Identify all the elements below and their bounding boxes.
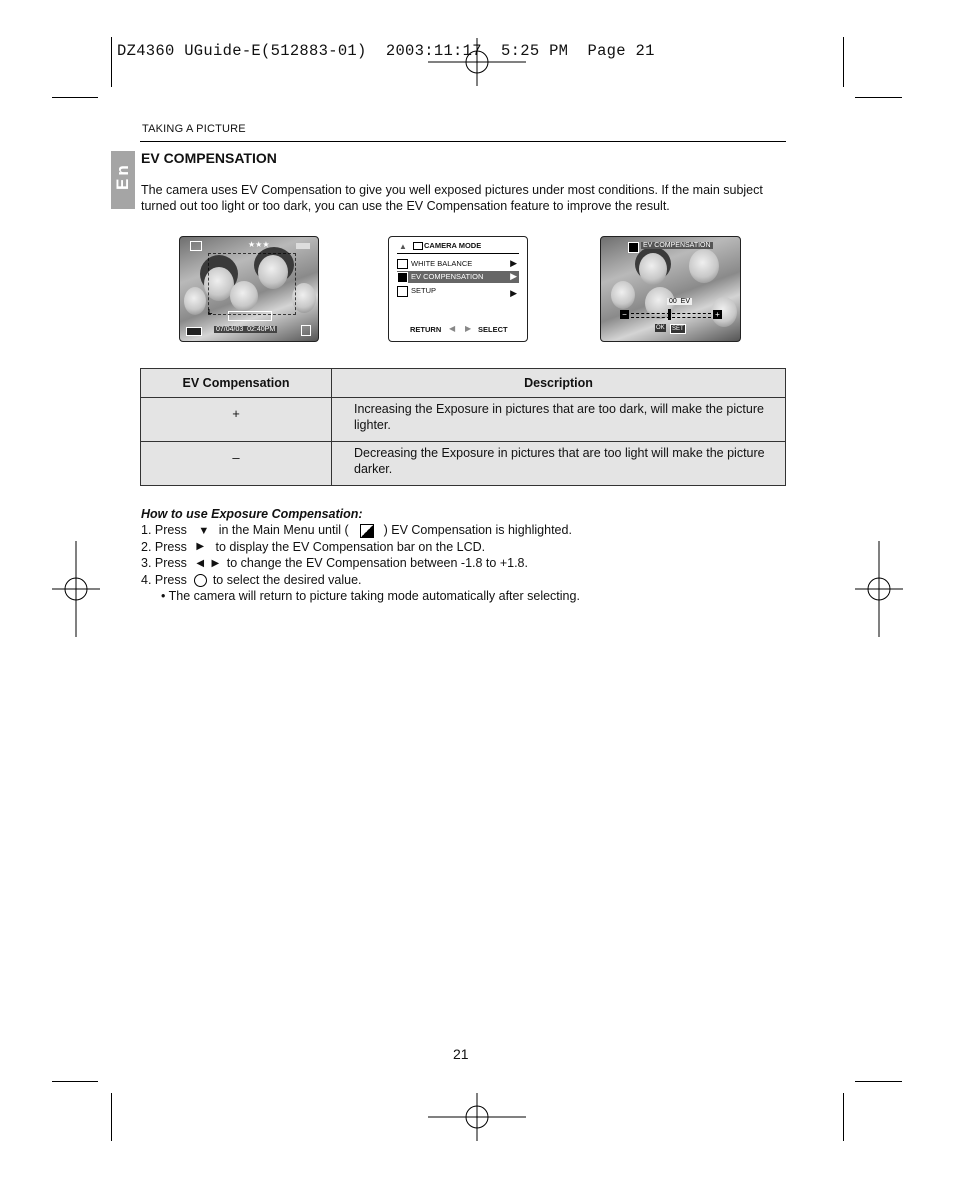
white-balance-icon <box>397 259 408 269</box>
ev-value: 00 EV <box>669 298 691 305</box>
lcd-ev-screen <box>600 236 741 342</box>
chevron-right-icon: ▶ <box>510 258 517 268</box>
menu-item-setup[interactable] <box>397 285 519 297</box>
return-label: RETURN <box>410 325 442 334</box>
setup-icon <box>397 286 408 297</box>
step-1 <box>141 522 580 539</box>
page-number: 21 <box>453 1046 469 1062</box>
step-text: ) EV Compensation is highlighted. <box>383 523 572 537</box>
ev-slider-track[interactable] <box>631 313 711 318</box>
page-heading: EV COMPENSATION <box>141 150 277 166</box>
datetime-display: 07/04/03 02:40PM <box>216 326 276 333</box>
card-icon <box>301 325 311 336</box>
step-4 <box>141 572 580 588</box>
battery-icon <box>186 327 202 336</box>
left-arrow-icon: ◀ <box>196 558 205 570</box>
set-label: SET <box>672 326 684 332</box>
crop-mark-tr-v <box>843 37 844 87</box>
section-rule <box>140 141 786 142</box>
ev-symbol-plus: + <box>141 398 332 442</box>
crop-mark-tr-h <box>855 97 902 98</box>
registration-mark-right <box>855 541 903 637</box>
step-text: to select the desired value. <box>212 573 362 588</box>
step-2 <box>141 539 580 556</box>
menu-item-label: WHITE BALANCE <box>411 259 473 268</box>
image-size-label: L <box>208 309 213 316</box>
down-arrow-icon: ▼ <box>198 524 210 537</box>
menu-item-white-balance[interactable] <box>397 258 519 269</box>
left-arrow-icon: ◀ <box>449 324 456 333</box>
intro-paragraph: The camera uses EV Compensation to give you well exposed pictures under most conditions. If the main subject turned out too light or too dark, you can use the EV Compensation feature to improve the result. <box>141 183 763 213</box>
language-tab <box>111 151 135 209</box>
ev-table <box>140 368 786 486</box>
step-text: 1. Press <box>141 523 187 537</box>
ev-description: Increasing the Exposure in pictures that are too dark, will make the picture lighter. <box>332 398 786 442</box>
step-text: to display the EV Compensation bar on the LCD. <box>215 539 486 554</box>
language-tab-label: En <box>113 162 132 190</box>
lcd-menu-screen <box>388 236 528 342</box>
crop-mark-bl-v <box>111 1093 112 1141</box>
right-arrow-icon: ▶ <box>196 541 205 553</box>
ev-description: Decreasing the Exposure in pictures that are too light will make the picture darker. <box>332 442 786 486</box>
crop-mark-br-h <box>855 1081 902 1082</box>
menu-item-label: EV COMPENSATION <box>411 272 484 281</box>
print-slug: DZ4360 UGuide-E(512883-01) 2003:11:17 5:25 PM Page 21 <box>117 42 655 60</box>
section-label: TAKING A PICTURE <box>142 123 246 135</box>
step-text: • The camera will return to picture taking mode automatically after selecting. <box>161 589 580 604</box>
lcd-live-view-screen <box>179 236 319 342</box>
step-note <box>141 588 580 604</box>
ok-button-icon <box>194 574 207 587</box>
registration-mark-top <box>428 38 526 86</box>
table-header-description: Description <box>332 369 786 398</box>
right-arrow-icon: ▶ <box>465 324 472 333</box>
chevron-right-icon: ▶ <box>510 288 517 298</box>
table-header-row <box>141 369 786 398</box>
step-text: to change the EV Compensation between -1.8 to +1.8. <box>226 556 528 571</box>
menu-title-rule <box>397 253 519 254</box>
crop-mark-tl-h <box>52 97 98 98</box>
menu-item-ev-compensation[interactable] <box>397 271 519 283</box>
ev-icon <box>628 242 639 253</box>
chevron-right-icon: ▶ <box>510 271 517 281</box>
registration-mark-bottom <box>428 1093 526 1141</box>
step-3 <box>141 555 580 572</box>
table-row <box>141 442 786 486</box>
step-text: 4. Press <box>141 573 187 588</box>
ok-button-label: OK <box>656 325 665 331</box>
ev-slider-thumb[interactable] <box>668 309 671 320</box>
howto-title: How to use Exposure Compensation: <box>141 507 363 521</box>
step-text: 2. Press <box>141 539 187 554</box>
ev-minus-label: − <box>620 310 629 319</box>
table-header-ev: EV Compensation <box>141 369 332 398</box>
crop-mark-tl-v <box>111 37 112 87</box>
registration-mark-left <box>52 541 100 637</box>
focus-frame <box>208 253 296 315</box>
ev-icon <box>397 272 408 283</box>
crop-mark-br-v <box>843 1093 844 1141</box>
crop-mark-bl-h <box>52 1081 98 1082</box>
menu-title: CAMERA MODE <box>424 241 482 250</box>
memory-icon <box>296 243 310 249</box>
menu-item-label: SETUP <box>411 286 437 295</box>
ev-symbol-minus: – <box>141 442 332 486</box>
howto-steps <box>141 522 580 604</box>
right-arrow-icon: ▶ <box>211 558 220 570</box>
ev-screen-title: EV COMPENSATION <box>643 242 711 249</box>
camera-icon <box>413 242 423 250</box>
select-label: SELECT <box>478 325 508 334</box>
ev-compensation-icon <box>360 524 374 538</box>
camera-mode-icon <box>190 241 202 251</box>
ev-plus-label: + <box>713 310 722 319</box>
table-row <box>141 398 786 442</box>
step-text: 3. Press <box>141 556 187 571</box>
step-text: in the Main Menu until ( <box>218 523 349 537</box>
quality-stars: ★★★ <box>248 240 270 249</box>
up-arrow-icon: ▲ <box>399 242 407 251</box>
